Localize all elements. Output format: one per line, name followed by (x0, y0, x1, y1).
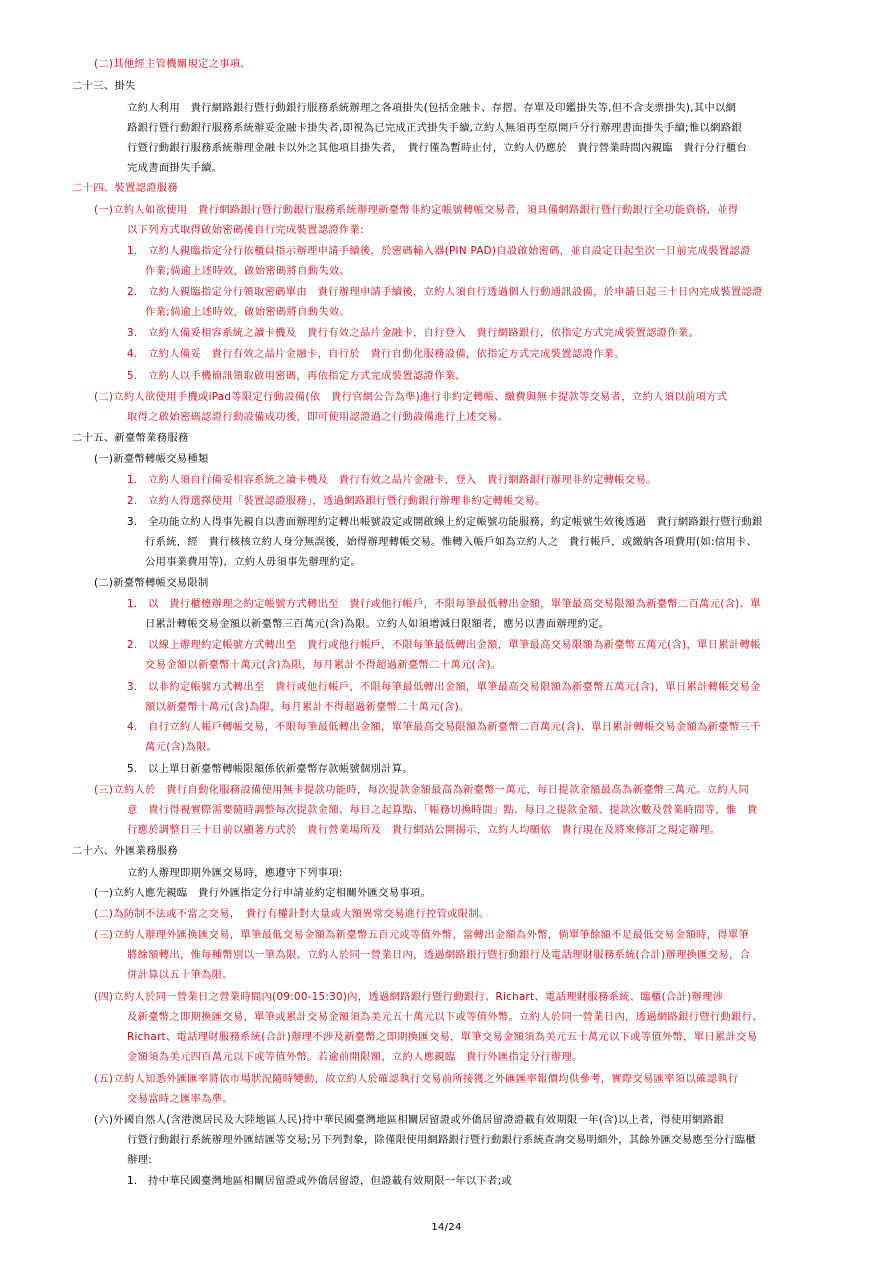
text-line: (二)其他經主管機關規定之事項。 (94, 58, 251, 70)
text-line: 2. 立約人親臨指定分行領取密碼單由 貴行辦理申請手續後，立約人須自行透過個人行動通訊設備，於申請日起三十日內完成裝置認證 (127, 286, 763, 298)
text-line: (三)立約人辦理外匯換匯交易，單筆最低交易金額為新臺幣五百元或等值外幣，當轉出金額為外幣，倘單筆餘額不足最低交易金額時，得單筆 (94, 929, 750, 941)
text-line: 辦理: (127, 1154, 152, 1166)
text-line: 將餘額轉出，惟每種幣別以一筆為限。立約人於同一營業日內，透過網路銀行暨行動銀行及電話理財服務系統(合計)辦理換匯交易，合 (127, 949, 751, 961)
text-line: 作業;倘逾上述時效，啟始密碼將自動失效。 (145, 265, 351, 277)
text-line: 行暨行動銀行服務系統辦理金融卡以外之其他項目掛失者， 貴行僅為暫時止付，立約人仍應於 貴行營業時間內親臨 貴行分行櫃台 (127, 142, 748, 154)
text-line: 完成書面掛失手續。 (127, 162, 223, 174)
text-line: 行應於調整日三十日前以顯著方式於 貴行營業場所及 貴行網站公開揭示，立約人均願依 貴行現在及將來修訂之規定辦理。 (127, 824, 721, 836)
text-line: 1. 持中華民國臺灣地區相關居留證或外僑居留證，但證載有效期限一年以下者;或 (127, 1175, 513, 1187)
text-line: 行暨行動銀行系統辦理外匯結匯等交易;另下列對象，除僅限使用網路銀行暨行動銀行系統查詢交易明細外，其餘外匯交易應至分行臨櫃 (127, 1134, 756, 1146)
text-line: 日累計轉帳交易金額以新臺幣三百萬元(含)為限。立約人如須增減日限額者，應另以書面辦理約定。 (145, 618, 610, 630)
section-heading: 二十五、新臺幣業務服務 (72, 432, 189, 444)
text-line: Richart、電話理財服務系統(合計)辦理不涉及新臺幣之即期換匯交易，單筆交易金額須為美元五十萬元以下或等值外幣，單日累計交易 (127, 1031, 758, 1043)
text-line: 立約人利用 貴行網路銀行暨行動銀行服務系統辦理之各項掛失(包括金融卡、存摺、存單及印鑑掛失等,但不含支票掛失),其中以網 (127, 102, 737, 114)
page-number: 14/24 (431, 1222, 462, 1233)
text-line: (六)外國自然人(含港澳居民及大陸地區人民)持中華民國臺灣地區相關居留證或外僑居留證證載有效期限一年(含)以上者，得使用網路銀 (94, 1114, 724, 1126)
text-line: (五)立約人知悉外匯匯率將依市場狀況隨時變動，故立約人於確認執行交易前所接獲之外匯匯率報價均供參考，實際交易匯率須以確認執行 (94, 1073, 739, 1085)
text-line: 1. 立約人親臨指定分行依櫃員指示辦理申請手續後，於密碼輸入器(PIN PAD)自設啟始密碼，並自設定日起至次一日前完成裝置認證 (127, 245, 751, 257)
text-line: 取得之啟始密碼認證行動設備成功後，即可使用認證過之行動設備進行上述交易。 (127, 411, 509, 423)
text-line: 3. 全功能立約人得事先親自以書面辦理約定轉出帳號設定或開啟線上約定帳號功能服務，約定帳號生效後透過 貴行網路銀行暨行動銀 (127, 516, 763, 528)
text-line: 1. 以 貴行櫃檯辦理之約定帳號方式轉出至 貴行或他行帳戶，不限每筆最低轉出金額，單筆最高交易限額為新臺幣二百萬元(含)、單 (127, 598, 761, 610)
text-line: (二)立約人欲使用手機或iPad等限定行動設備(依 貴行官網公告為準)進行非約定轉帳、繳費與無卡提款等交易者，立約人須以前項方式 (94, 391, 728, 403)
section-heading: 二十四、裝置認證服務 (72, 182, 178, 194)
text-line: (一)立約人應先親臨 貴行外匯指定分行申請並約定相關外匯交易事項。 (94, 887, 432, 899)
text-line: (三)立約人於 貴行自動化服務設備使用無卡提款功能時，每次提款金額最高為新臺幣一萬元，每日提款金額最高為新臺幣三萬元。立約人同 (94, 784, 750, 796)
text-line: (二)為防制不法或不當之交易， 貴行有權針對大量或大額異常交易進行控管或限制。 (94, 908, 490, 920)
text-line: 立約人辦理即期外匯交易時，應遵守下列事項: (127, 867, 343, 879)
text-line: 2. 以線上辦理約定帳號方式轉出至 貴行或他行帳戶，不限每筆最低轉出金額，單筆最高交易限額為新臺幣五萬元(含)，單日累計轉帳 (127, 639, 761, 651)
text-line: 5. 以上單日新臺幣轉帳限額係依新臺幣存款帳號個別計算。 (127, 763, 413, 775)
text-line: 1. 立約人須自行備妥相容系統之讀卡機及 貴行有效之晶片金融卡，登入 貴行網路銀行辦理非約定轉帳交易。 (127, 474, 657, 486)
text-line: 交易當時之匯率為準。 (127, 1093, 233, 1105)
text-line: 2. 立約人得選擇使用「裝置認證服務」，透過網路銀行暨行動銀行辦理非約定轉帳交易。 (127, 495, 546, 507)
section-heading: 二十六、外匯業務服務 (72, 845, 178, 857)
section-heading: 二十三、掛失 (72, 80, 136, 92)
text-line: 3. 立約人備妥相容系統之讀卡機及 貴行有效之晶片金融卡，自行登入 貴行網路銀行，依指定方式完成裝置認證作業。 (127, 327, 700, 339)
text-line: 併計算以五十筆為限。 (127, 969, 233, 981)
text-line: 3. 以非約定帳號方式轉出至 貴行或他行帳戶，不限每筆最低轉出金額，單筆最高交易限額為新臺幣五萬元(含)，單日累計轉帳交易金 (127, 681, 761, 693)
text-line: 交易金額以新臺幣十萬元(含)為限，每月累計不得超過新臺幣二十萬元(含)。 (145, 659, 502, 671)
text-line: (一)新臺幣轉帳交易種類 (94, 453, 209, 465)
text-line: (一)立約人如欲使用 貴行網路銀行暨行動銀行服務系統辦理新臺幣非約定帳號轉帳交易者，須具備網路銀行暨行動銀行全功能資格，並得 (94, 204, 739, 216)
text-line: (四)立約人於同一營業日之營業時間內(09:00-15:30)內，透過網路銀行暨行動銀行、Richart、電話理財服務系統、臨櫃(合計)辦理涉 (94, 991, 724, 1003)
text-line: 作業;倘逾上述時效，啟始密碼將自動失效。 (145, 306, 351, 318)
text-line: 4. 自行立約人帳戶轉帳交易，不限每筆最低轉出金額，單筆最高交易限額為新臺幣二百萬元(含)、單日累計轉帳交易金額為新臺幣三千 (127, 721, 761, 733)
text-line: 4. 立約人備妥 貴行有效之晶片金融卡，自行於 貴行自動化服務設備，依指定方式完成裝置認證作業。 (127, 348, 625, 360)
text-line: 以下列方式取得啟始密碼後自行完成裝置認證作業: (127, 224, 364, 236)
text-line: 意 貴行得視實際需要隨時調整每次提款金額、每日之起算點、「帳務切換時間」點、每日之提款金額、提款次數及營業時間等，惟 貴 (127, 804, 758, 816)
text-line: 萬元(含)為限。 (145, 741, 218, 753)
text-line: 額以新臺幣十萬元(含)為限，每月累計不得超過新臺幣二十萬元(含)。 (145, 701, 470, 713)
text-line: 路銀行暨行動銀行服務系統辦妥金融卡掛失者,即視為已完成正式掛失手續,立約人無須再至原開戶分行辦理書面掛失手續;惟以網路銀 (127, 122, 742, 134)
text-line: 公用事業費用等)，立約人毋須事先辦理約定。 (145, 556, 362, 568)
text-line: 行系統，經 貴行核核立約人身分無誤後，始得辦理轉帳交易。惟轉入帳戶如為立約人之 貴行帳戶，或繳納各項費用(如:信用卡、 (145, 536, 758, 548)
text-line: (二)新臺幣轉帳交易限制 (94, 577, 209, 589)
text-line: 5. 立約人以手機簡訊領取啟用密碼，再依指定方式完成裝置認證作業。 (127, 370, 466, 382)
text-line: 金額須為美元四百萬元以下或等值外幣。若逾前開限額，立約人應親臨 貴行外匯指定分行辦理。 (127, 1051, 583, 1063)
text-line: 及新臺幣之即期換匯交易，單筆或累計交易金額須為美元五十萬元以下或等值外幣。立約人於同一營業日內，透過網路銀行暨行動銀行、 (127, 1011, 763, 1023)
